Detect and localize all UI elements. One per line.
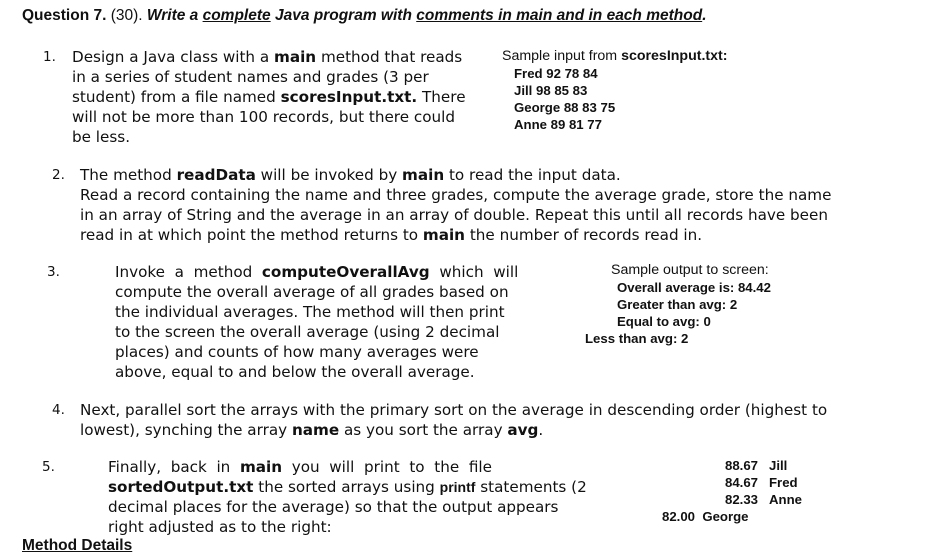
item-3-line-4: to the screen the overall average (using 2 decimal: [115, 323, 500, 341]
item-1-number: 1.: [43, 49, 56, 65]
item-1-line-3: student) from a file named scoresInput.txt. There: [72, 88, 466, 106]
item-4-number: 4.: [52, 402, 65, 418]
item-2-line-1: The method readData will be invoked by main to read the input data.: [80, 166, 621, 184]
item-5-number: 5.: [42, 459, 55, 475]
item-3-text: [115, 262, 518, 382]
sample-output-line: Equal to avg: 0: [617, 314, 711, 329]
item-3-line-3: the individual averages. The method will then print: [115, 303, 505, 321]
sample-output-heading: Sample output to screen:: [611, 262, 769, 278]
item-2-number: 2.: [52, 167, 65, 183]
item-3-line-5: places) and counts of how many averages were: [115, 343, 479, 361]
item-2-line-3: in an array of String and the average in an array of double. Repeat this until all records have been: [80, 206, 828, 224]
question-title: [22, 6, 707, 26]
item-1-text: [72, 47, 466, 147]
sample-output-line: Greater than avg: 2: [617, 297, 738, 312]
sorted-output-table: [652, 457, 802, 525]
sample-input-line: Jill 98 85 83: [514, 83, 588, 98]
item-3-line-1: Invoke a method computeOverallAvg which will: [115, 263, 519, 281]
item-4-text: [80, 400, 827, 440]
title-comments: comments in main and in each method: [416, 7, 703, 24]
item-5-line-3: decimal places for the average) so that the output appears: [108, 498, 559, 516]
sorted-row: 82.33 Anne: [724, 492, 802, 507]
item-2-line-2: Read a record containing the name and three grades, compute the average grade, store the name: [80, 186, 832, 204]
sample-input-lines: [514, 65, 615, 133]
title-write-a: Write a: [146, 7, 203, 24]
sorted-row: 82.00 George: [662, 509, 749, 524]
item-3-line-2: compute the overall average of all grades based on: [115, 283, 509, 301]
sample-input-line: George 88 83 75: [514, 100, 616, 115]
item-2-text: [80, 165, 831, 245]
item-2-line-4: read in at which point the method returns to main the number of records read in.: [80, 226, 703, 244]
question-number: Question 7.: [22, 7, 107, 24]
item-4-line-2: lowest), synching the array name as you sort the array avg.: [80, 421, 544, 439]
sample-input-line: Anne 89 81 77: [514, 117, 602, 132]
sorted-row: 88.67 Jill: [724, 458, 788, 473]
item-5-line-2: sortedOutput.txt the sorted arrays using printf statements (2: [108, 478, 587, 496]
title-period: .: [702, 7, 707, 24]
item-5-line-4: right adjusted as to the right:: [108, 518, 332, 536]
sorted-row: 84.67 Fred: [724, 475, 798, 490]
item-1-line-1: Design a Java class with a main method that reads: [72, 48, 463, 66]
question-points: (30).: [106, 7, 147, 24]
item-3-line-6: above, equal to and below the overall average.: [115, 363, 475, 381]
item-1-line-4: will not be more than 100 records, but there could: [72, 108, 456, 126]
sample-input-line: Fred 92 78 84: [514, 66, 598, 81]
item-4-line-1: Next, parallel sort the arrays with the primary sort on the average in descending order (highest to: [80, 401, 828, 419]
sample-input-heading: Sample input from scoresInput.txt:: [502, 48, 728, 64]
sample-output-line: Overall average is: 84.42: [617, 280, 771, 295]
item-1-line-2: in a series of student names and grades (3 per: [72, 68, 429, 86]
item-1-line-5: be less.: [72, 128, 131, 146]
title-java-program: Java program with: [270, 7, 417, 24]
sample-output-line: Less than avg: 2: [585, 331, 689, 346]
method-details-heading: Method Details: [22, 537, 133, 554]
item-5-line-1: Finally, back in main you will print to the file: [108, 458, 492, 476]
item-5-text: [108, 457, 587, 537]
title-complete: complete: [202, 7, 271, 24]
item-3-number: 3.: [47, 264, 60, 280]
